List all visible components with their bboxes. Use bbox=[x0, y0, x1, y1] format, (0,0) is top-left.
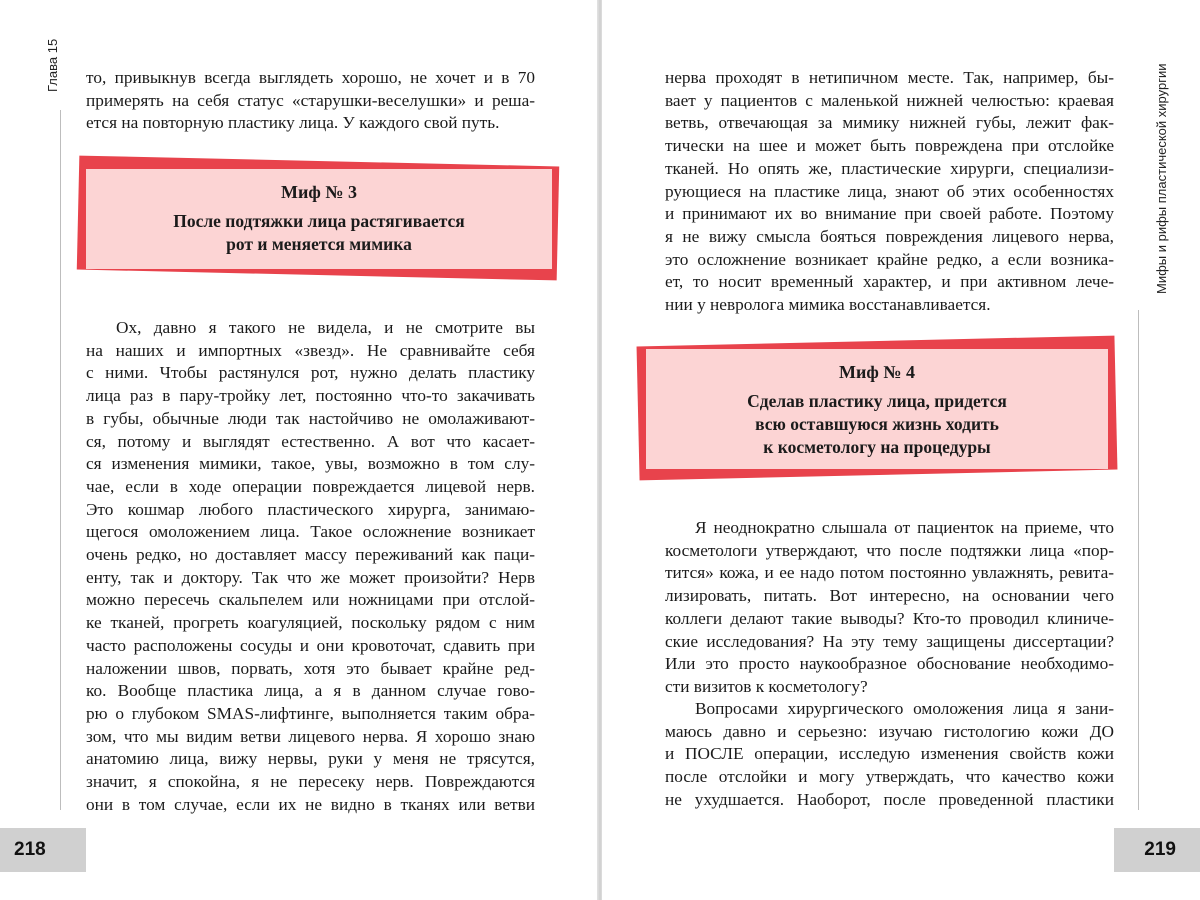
text-line: сти визитов к косметологу? bbox=[665, 676, 868, 696]
text-line: ветвь, отвечающая за мимику нижней губы, лежит фак- bbox=[665, 113, 1114, 133]
myth-4-title-line-1: Сделав пластику лица, придется bbox=[747, 391, 1007, 411]
right-margin-rule bbox=[1138, 310, 1139, 810]
text-line: не ухудшается. Наоборот, после проведенной пластики bbox=[665, 789, 1114, 809]
text-line: рующиеся на пластике лица, знают об этих особенностях bbox=[665, 181, 1114, 201]
page-number-left bbox=[0, 828, 86, 872]
page-number-right bbox=[1114, 828, 1200, 872]
text-line: чае, если в ходе операции повреждается лицевой нерв. bbox=[86, 476, 535, 496]
left-margin-rule bbox=[60, 110, 61, 810]
running-title bbox=[1154, 64, 1169, 294]
text-line: енту, так и доктору. Так что же может произойти? Нерв bbox=[86, 567, 535, 587]
text-line: маюсь давно и серьезно: изучаю гистологию кожи ДО bbox=[665, 721, 1114, 741]
text-line: наложении швов, порвать, хотя это бывает крайне ред- bbox=[86, 658, 535, 678]
myth-4-title-line-2: всю оставшуюся жизнь ходить bbox=[755, 414, 999, 434]
myth-4-box bbox=[638, 341, 1118, 477]
text-line: тически на шее и может быть повреждена при отслойке bbox=[665, 136, 1114, 156]
text-line: Или это просто наукообразное обоснование необходимо- bbox=[665, 654, 1114, 674]
text-line: на наших и импортных «звезд». Не сравнивайте себя bbox=[86, 340, 535, 360]
text-line: тится» кожа, и ее надо потом постоянно увлажнять, ревита- bbox=[665, 563, 1114, 583]
text-line: они в том случае, если их не видно в тканях или ветви bbox=[86, 794, 535, 814]
left-page bbox=[0, 0, 598, 900]
text-line: рю о глубоком SMAS-лифтинге, выполняется таким обра- bbox=[86, 703, 535, 723]
running-title-text: Мифы и рифы пластической хирургии bbox=[1154, 63, 1169, 294]
text-line: ся, потому и выглядят естественно. А вот что касает- bbox=[86, 431, 535, 451]
chapter-label bbox=[45, 39, 60, 92]
chapter-label-text: Глава 15 bbox=[45, 38, 60, 92]
myth-4-card bbox=[646, 349, 1108, 469]
text-line: косметологи утверждают, что после подтяжки лица «пор- bbox=[665, 540, 1114, 560]
text-line: нерва проходят в нетипичном месте. Так, например, бы- bbox=[665, 68, 1114, 87]
text-line: тканей. Но опять же, пластические хирурги, специализи- bbox=[665, 158, 1114, 178]
text-line: Вопросами хирургического омоложения лица я зани- bbox=[695, 699, 1114, 718]
right-paragraph-2 bbox=[665, 698, 1114, 812]
text-line: с ними. Чтобы растянулся рот, нужно делать пластику bbox=[86, 363, 535, 383]
text-line: и принимают их во внимание при своей работе. Поэтому bbox=[665, 204, 1114, 224]
text-line: лица раз в пару-тройку лет, постоянно что-то закачивать bbox=[86, 386, 535, 406]
text-line: коллеги делают такие выводы? Кто-то проводил клиниче- bbox=[665, 608, 1114, 628]
text-line: ко. Вообще пластика лица, а я в данном случае гово- bbox=[86, 681, 535, 701]
text-line: нии у невролога мимика восстанавливается. bbox=[665, 295, 991, 315]
myth-3-number: Миф № 3 bbox=[281, 182, 357, 202]
text-line: можно пересечь скальпелем или ножницами при отслой- bbox=[86, 590, 535, 610]
page-number-left-text: 218 bbox=[14, 839, 46, 860]
myth-3-title-line-2: рот и меняется мимика bbox=[226, 234, 412, 254]
left-top-paragraph bbox=[86, 67, 535, 135]
text-line: ские исследования? На эту тему защищены диссертации? bbox=[665, 631, 1114, 651]
text-line: Ох, давно я такого не видела, и не смотрите вы bbox=[116, 318, 535, 337]
text-line: и ПОСЛЕ операции, исследую изменения свойств кожи bbox=[665, 744, 1114, 764]
myth-4-number: Миф № 4 bbox=[839, 362, 915, 382]
text-line: после отслойки и могу утверждать, что качество кожи bbox=[665, 767, 1114, 787]
text-line: примерять на себя статус «старушки-веселушки» и реша- bbox=[86, 90, 535, 110]
text-line: анатомию лица, вижу нервы, руки у меня не трясутся, bbox=[86, 749, 535, 769]
right-paragraph-1 bbox=[665, 517, 1114, 699]
text-line: лизировать, питать. Вот интересно, на основании чего bbox=[665, 586, 1114, 606]
text-line: щегося омоложением лица. Такое осложнение возникает bbox=[86, 522, 535, 542]
text-line: вает у пациентов с маленькой нижней челюстью: краевая bbox=[665, 90, 1114, 110]
text-line: в губы, обычные люди так настойчиво не омолаживают- bbox=[86, 408, 535, 428]
text-line: ет, то носит временный характер, и при активном лече- bbox=[665, 272, 1114, 292]
myth-3-title-line-1: После подтяжки лица растягивается bbox=[173, 211, 465, 231]
text-line: Это кошмар любого пластического хирурга, занимаю- bbox=[86, 499, 535, 519]
text-line: часто расположены сосуды и они кровоточат, сдавить при bbox=[86, 635, 535, 655]
text-line: я не вижу смысла бояться повреждения лицевого нерва, bbox=[665, 226, 1114, 246]
right-page bbox=[602, 0, 1200, 900]
text-line: значит, я спокойна, я не пересеку нерв. Повреждаются bbox=[86, 772, 535, 792]
text-line: ся изменения мимики, такое, увы, возможно в том слу- bbox=[86, 454, 535, 474]
text-line: очень редко, но доставляет массу переживаний как паци- bbox=[86, 545, 535, 565]
page-number-right-text: 219 bbox=[1144, 839, 1176, 860]
text-line: ке тканей, прогреть коагуляцией, поскольку рядом с ним bbox=[86, 613, 535, 633]
myth-4-title-line-3: к косметологу на процедуры bbox=[763, 437, 991, 457]
text-line: Я неоднократно слышала от пациенток на приеме, что bbox=[695, 518, 1114, 537]
left-body-paragraph bbox=[86, 317, 535, 816]
text-line: зом, что мы видим ветви лицевого нерва. Я хорошо знаю bbox=[86, 726, 535, 746]
myth-3-box bbox=[78, 161, 560, 277]
text-line: это осложнение возникает крайне редко, а если возника- bbox=[665, 249, 1114, 269]
right-top-paragraph bbox=[665, 67, 1114, 317]
myth-3-card bbox=[86, 169, 552, 269]
text-line: ется на повторную пластику лица. У каждого свой путь. bbox=[86, 113, 500, 133]
text-line: то, привыкнув всегда выглядеть хорошо, не хочет и в 70 bbox=[86, 68, 535, 87]
